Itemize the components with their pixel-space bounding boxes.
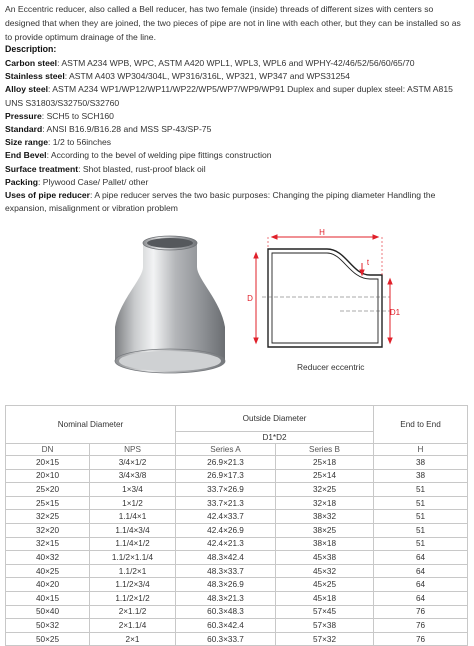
- cell-a: 60.3×33.7: [176, 632, 276, 646]
- cell-nps: 1.1/2×3/4: [90, 578, 176, 592]
- dimensions-table: [5, 405, 468, 646]
- cell-a: 26.9×21.3: [176, 456, 276, 470]
- col-dn: DN: [6, 444, 90, 456]
- cell-a: 26.9×17.3: [176, 469, 276, 483]
- spec-stainless-steel: [5, 70, 469, 83]
- header-outside-diameter: Outside Diameter: [176, 406, 374, 432]
- cell-b: 25×18: [276, 456, 374, 470]
- table-row: [6, 564, 468, 578]
- header-end-to-end: End to End: [374, 406, 468, 444]
- cell-h: 64: [374, 578, 468, 592]
- spec-value: : A pipe reducer serves the two basic purposes: Changing the piping diameter Handling the expansion, misalignment or vibration problem: [5, 190, 436, 214]
- cell-b: 45×25: [276, 578, 374, 592]
- cell-nps: 3/4×1/2: [90, 456, 176, 470]
- figures-row: [5, 229, 469, 384]
- cell-a: 60.3×42.4: [176, 619, 276, 633]
- spec-surface-treatment: [5, 163, 469, 176]
- cell-a: 60.3×48.3: [176, 605, 276, 619]
- cell-b: 45×18: [276, 591, 374, 605]
- spec-value: : ASTM A403 WP304/304L, WP316/316L, WP321, WP347 and WPS31254: [64, 71, 350, 82]
- spec-label: Pressure: [5, 110, 42, 121]
- spec-value: : SCH5 to SCH160: [41, 110, 114, 121]
- cell-nps: 1.1/4×1: [90, 510, 176, 524]
- cell-dn: 32×15: [6, 537, 90, 551]
- cell-b: 38×25: [276, 523, 374, 537]
- cell-a: 48.3×26.9: [176, 578, 276, 592]
- description-heading: Description:: [5, 44, 57, 54]
- cell-h: 76: [374, 632, 468, 646]
- spec-standard: [5, 123, 469, 136]
- label-t: t: [366, 258, 370, 268]
- cell-h: 51: [374, 510, 468, 524]
- spec-size-range: [5, 136, 469, 149]
- spec-label: Standard: [5, 124, 43, 135]
- cell-nps: 1×1/2: [90, 496, 176, 510]
- cell-dn: 25×15: [6, 496, 90, 510]
- spec-value: : ANSI B16.9/B16.28 and MSS SP-43/SP-75: [42, 124, 212, 135]
- cell-h: 76: [374, 619, 468, 633]
- table-row: [6, 537, 468, 551]
- cell-nps: 1.1/4×1/2: [90, 537, 176, 551]
- cell-nps: 2×1.1/4: [90, 619, 176, 633]
- specification-list: [5, 42, 469, 215]
- spec-packing: [5, 176, 469, 189]
- cell-b: 38×32: [276, 510, 374, 524]
- reducer-photo: [105, 231, 235, 381]
- cell-h: 64: [374, 551, 468, 565]
- cell-dn: 20×10: [6, 469, 90, 483]
- spec-value: : ASTM A234 WPB, WPC, ASTM A420 WPL1, WPL3, WPL6 and WPHY-42/46/52/56/60/65/70: [57, 58, 415, 68]
- cell-b: 38×18: [276, 537, 374, 551]
- spec-label: End Bevel: [5, 150, 47, 161]
- table-row: [6, 496, 468, 510]
- spec-pressure: [5, 110, 469, 123]
- table-row: [6, 632, 468, 646]
- cell-nps: 1×3/4: [90, 483, 176, 497]
- cell-b: 57×45: [276, 605, 374, 619]
- table-row: [6, 456, 468, 470]
- cell-b: 45×38: [276, 551, 374, 565]
- cell-dn: 32×20: [6, 523, 90, 537]
- cell-a: 42.4×26.9: [176, 523, 276, 537]
- cell-nps: 1.1/2×1.1/4: [90, 551, 176, 565]
- cell-dn: 40×20: [6, 578, 90, 592]
- table-row: [6, 510, 468, 524]
- table-row: [6, 605, 468, 619]
- cell-dn: 50×40: [6, 605, 90, 619]
- cell-h: 64: [374, 591, 468, 605]
- table-row: [6, 551, 468, 565]
- spec-value: : Plywood Case/ Pallet/ other: [37, 176, 149, 187]
- header-d1d2: D1*D2: [176, 432, 374, 444]
- table-row: [6, 578, 468, 592]
- cell-h: 76: [374, 605, 468, 619]
- cell-a: 33.7×26.9: [176, 483, 276, 497]
- col-nps: NPS: [90, 444, 176, 456]
- cell-h: 38: [374, 469, 468, 483]
- col-series-a: Series A: [176, 444, 276, 456]
- cell-h: 51: [374, 483, 468, 497]
- table-row: [6, 469, 468, 483]
- cell-a: 48.3×33.7: [176, 564, 276, 578]
- cell-dn: 40×15: [6, 591, 90, 605]
- cell-b: 57×38: [276, 619, 374, 633]
- spec-value: : ASTM A234 WP1/WP12/WP11/WP22/WP5/WP7/WP9/WP91 Duplex and super duplex steel: ASTM A815 UNS S31803/S32750/S32760: [5, 84, 453, 108]
- cell-nps: 1.1/4×3/4: [90, 523, 176, 537]
- cell-nps: 3/4×3/8: [90, 469, 176, 483]
- spec-label: Packing: [5, 176, 38, 187]
- spec-label: Uses of pipe reducer: [5, 190, 91, 201]
- header-nominal-diameter: Nominal Diameter: [6, 406, 176, 444]
- cell-dn: 20×15: [6, 456, 90, 470]
- table-row: [6, 619, 468, 633]
- cell-h: 51: [374, 523, 468, 537]
- cell-h: 64: [374, 564, 468, 578]
- cell-nps: 1.1/2×1/2: [90, 591, 176, 605]
- cell-a: 42.4×33.7: [176, 510, 276, 524]
- spec-uses: [5, 189, 469, 215]
- cell-b: 45×32: [276, 564, 374, 578]
- spec-value: : 1/2 to 56inches: [48, 137, 112, 148]
- label-d: D: [247, 294, 253, 304]
- cell-dn: 25×20: [6, 483, 90, 497]
- spec-end-bevel: [5, 149, 469, 162]
- cell-nps: 2×1: [90, 632, 176, 646]
- cell-h: 38: [374, 456, 468, 470]
- spec-value: : Shot blasted, rust-proof black oil: [78, 163, 206, 174]
- cell-dn: 50×25: [6, 632, 90, 646]
- spec-label: Alloy steel: [5, 84, 48, 95]
- spec-alloy-steel: [5, 83, 469, 109]
- table-body: [6, 456, 468, 646]
- spec-label: Stainless steel: [5, 71, 65, 82]
- cell-dn: 40×32: [6, 551, 90, 565]
- spec-label: Surface treatment: [5, 163, 79, 174]
- cell-a: 33.7×21.3: [176, 496, 276, 510]
- cell-a: 48.3×21.3: [176, 591, 276, 605]
- spec-value: : According to the bevel of welding pipe fittings construction: [46, 150, 272, 161]
- spec-label: Carbon steel: [5, 58, 58, 68]
- cell-b: 32×25: [276, 483, 374, 497]
- cell-nps: 1.1/2×1: [90, 564, 176, 578]
- cell-h: 51: [374, 496, 468, 510]
- cell-a: 48.3×42.4: [176, 551, 276, 565]
- cell-nps: 2×1.1/2: [90, 605, 176, 619]
- spec-carbon-steel: [5, 57, 469, 70]
- label-d1: D1: [389, 308, 401, 318]
- cell-a: 42.4×21.3: [176, 537, 276, 551]
- diagram-caption: Reducer eccentric: [297, 362, 365, 373]
- label-h: H: [319, 228, 325, 238]
- cell-dn: 40×25: [6, 564, 90, 578]
- table-row: [6, 483, 468, 497]
- cell-dn: 32×25: [6, 510, 90, 524]
- cell-dn: 50×32: [6, 619, 90, 633]
- col-series-b: Series B: [276, 444, 374, 456]
- table-row: [6, 591, 468, 605]
- cell-h: 51: [374, 537, 468, 551]
- cell-b: 32×18: [276, 496, 374, 510]
- cell-b: 25×14: [276, 469, 374, 483]
- reducer-diagram: [242, 229, 402, 379]
- spec-label: Size range: [5, 137, 48, 148]
- col-h: H: [374, 444, 468, 456]
- cell-b: 57×32: [276, 632, 374, 646]
- intro-paragraph: An Eccentric reducer, also called a Bell reducer, has two female (inside) threads of different sizes with centers so designed that when they are joined, the two pieces of pipe are not in line with each other, but they can be installed so as to provide optimum drainage of the line.: [5, 4, 461, 42]
- table-row: [6, 523, 468, 537]
